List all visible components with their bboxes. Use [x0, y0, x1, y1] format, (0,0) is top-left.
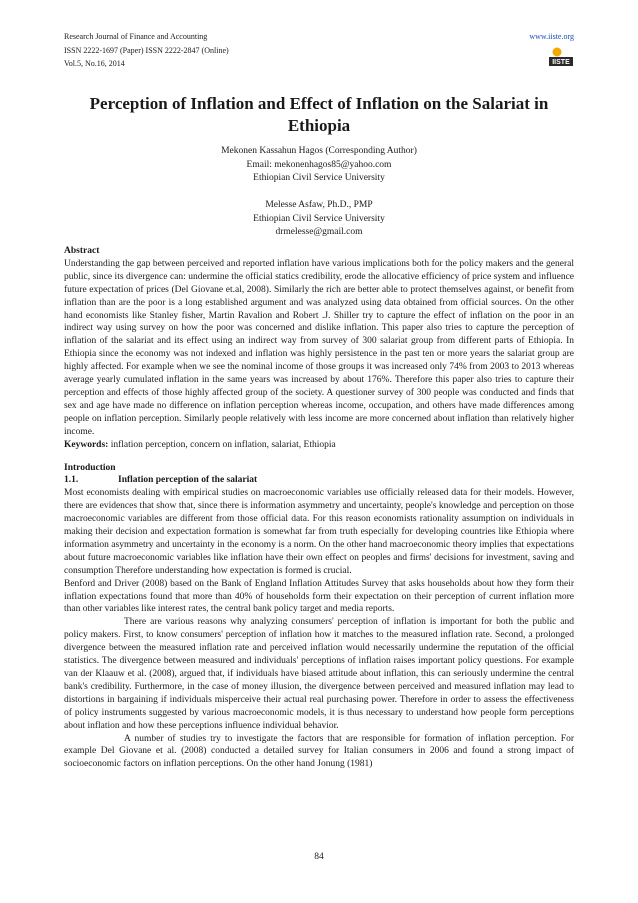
- introduction-heading: Introduction: [64, 462, 116, 473]
- page-header: [64, 30, 574, 71]
- journal-url-link[interactable]: www.iiste.org: [529, 32, 574, 41]
- page-number: 84: [314, 852, 324, 862]
- journal-name: Research Journal of Finance and Accounting: [64, 32, 208, 41]
- subsection-number: 1.1.: [64, 475, 79, 486]
- author-1-name: Mekonen Kassahun Hagos (Corresponding Author): [221, 146, 417, 156]
- iiste-logo-icon: [548, 45, 574, 67]
- keywords-label: Keywords:: [64, 439, 109, 450]
- subsection-title: Inflation perception of the salariat: [118, 475, 258, 486]
- abstract-heading: Abstract: [64, 246, 100, 256]
- keywords-text: inflation perception, concern on inflation, salariat, Ethiopia: [110, 439, 336, 450]
- author-2-name: Melesse Asfaw, Ph.D., PMP: [265, 200, 373, 210]
- intro-paragraph-4: A number of studies try to investigate the factors that are responsible for formation of inflation perception. For example Del Giovane et al. (2008) conducted a detailed survey for Italian consumers in 2006 and found a strong impact of socioeconomic factors on inflation perceptions. On the other hand Jonung (1981): [64, 733, 574, 770]
- svg-text:IISTE: IISTE: [552, 59, 570, 67]
- intro-paragraph-3: There are various reasons why analyzing consumers' perception of inflation is important for both the public and policy makers. First, to know consumers' perception of inflation how it matches to the measured inflation rate. Second, a prolonged divergence between the measured inflation rate and perceived inflation would necessarily undermine the reputation of the official statistics. The divergence between measured and individuals' perceptions of inflation raises important policy questions. For example van der Klaauw et al. (2008), argued that, if individuals have biased attitude about inflation, this can seriously undermine the central bank's credibility. Furthermore, in the case of money illusion, the divergence between perceived and measured inflation may lead to distortions in bargaining if individuals misperceive their actual real purchasing power. Therefore in order to assess the effectiveness of policy instruments suggested by various macroeconomic models, it is thus necessary to understand how people form perceptions about inflation and how these perceptions influence individual behavior.: [64, 617, 574, 731]
- author-2-affiliation: Ethiopian Civil Service University: [253, 213, 385, 224]
- author-1-email: Email: mekonenhagos85@yahoo.com: [246, 159, 392, 170]
- author-2-email: drmelesse@gmail.com: [275, 227, 363, 237]
- author-1-affiliation: Ethiopian Civil Service University: [253, 173, 385, 183]
- paper-title: Perception of Inflation and Effect of Inflation on the Salariat in Ethiopia: [89, 94, 549, 135]
- subsection-heading: [64, 474, 574, 487]
- intro-paragraph-1: Most economists dealing with empirical studies on macroeconomic variables use officially released data for their models. However, there are evidences that show that, since there is information asymmetry and uncertainty, people's knowledge and perception on those macroeconomic variables are different from those official data. For this reason economists rationality assumption on individuals in making their decision and expectation formation is somewhat far from truth especially for developing countries like Ethiopia where information asymmetry and uncertainty in the economy is a norm. On the other hand macroeconomic theory implies that expectations about future macroeconomic variables like inflation have their own effect on peoples and firms' decisions for investment, saving and consumption Therefore understanding how expectation is formed is crucial.: [64, 488, 574, 576]
- intro-paragraph-2: Benford and Driver (2008) based on the Bank of England Inflation Attitudes Survey that asks households about how they form their inflation expectations found that more than 40% of households form their expectation on their perception of current inflation more than other variables like interest rates, the central bank policy target and media reports.: [64, 578, 574, 615]
- issn-line: ISSN 2222-1697 (Paper) ISSN 2222-2847 (Online): [64, 45, 229, 55]
- keywords-line: [64, 439, 574, 452]
- author-block: [64, 145, 574, 240]
- abstract-text: Understanding the gap between perceived and reported inflation have various implications both for the policy makers and the general public, since its divergence can: undermine the official statics credibility, erode the allocative efficiency of price system and influence future expectation of prices (Del Giovane et.al, 2008). Similarly the rich are better able to protect themselves against, or benefit from inflation than are the poor is a long established argument and was analyzed using data obtained from official sources. On the other hand economists like Stanley fisher, Martin Ravalion and Robert .J. Shiller try to capture the effect of inflation on the poor in an indirect way using survey on how the poor was concerned and dislike inflation. This paper also tries to capture the perception of inflation of the salariat and its effect using an indirect way from survey of 300 salariat group from different parts of Ethiopia. In Ethiopia since the economy was not indexed and inflation was highly persistence in the past ten or more years the salariat group are highly affected. For example when we see the nominal income of those groups it was increased only 74% from 2003 to 2013 whereas average yearly cumulated inflation in the same years was increased by about 176%. Therefore this paper also tries to capture their perception and effects of those highly affected group of the society. A questioner survey of 300 people was conducted and finds that sex and age have made no difference on inflation perception whereas income, occupation, and others have made differences among people on inflation perception. Similarly people relatively with less income are more concerned about inflation than relatively higher income.: [64, 258, 574, 437]
- volume-line: Vol.5, No.16, 2014: [64, 59, 125, 68]
- paper-body: [64, 245, 574, 771]
